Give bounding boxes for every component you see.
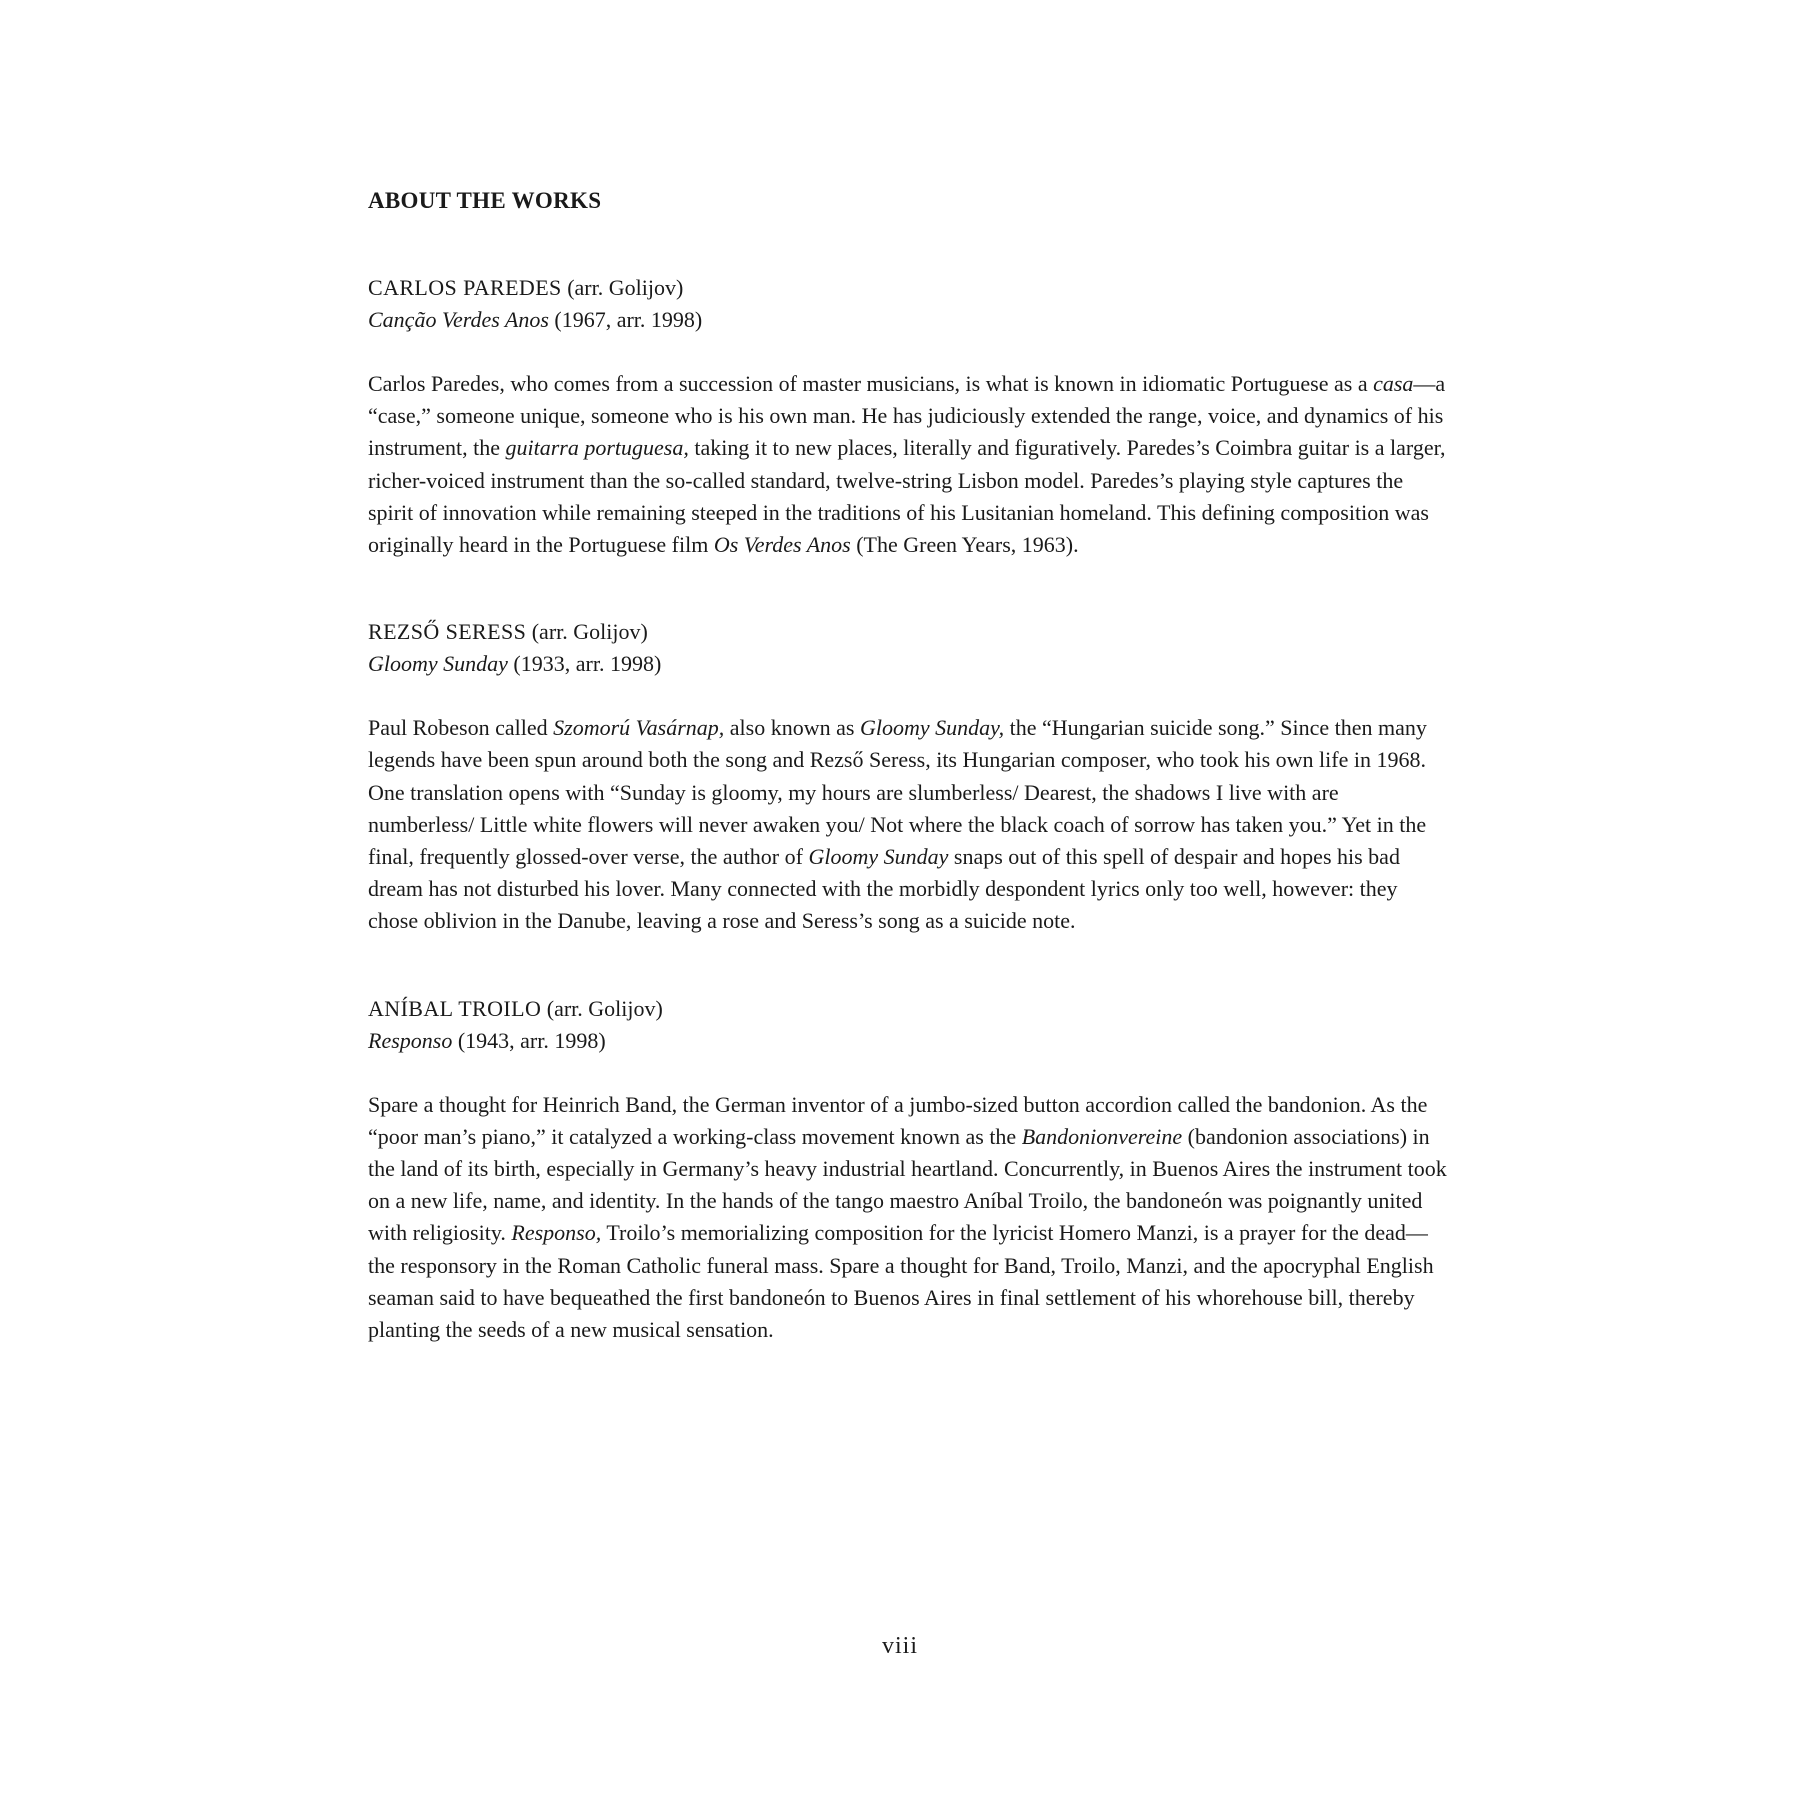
work-description: Paul Robeson called Szomorú Vasárnap, also known as Gloomy Sunday, the “Hungarian suicide song.” Since then many legends have been spun around both the song and Rezső Seress, its Hungarian composer, who took his own life in 1968. One translation opens with “Sunday is gloomy, my hours are slumberless/ Dearest, the shadows I live with are numberless/ Little white flowers will never awaken you/ Not where the black coach of sorrow has taken you.” Yet in the final, frequently glossed-over verse, the author of Gloomy Sunday snaps out of this spell of despair and hopes his bad dream has not disturbed his lover. Many connected with the morbidly despondent lyrics only too well, however: they chose oblivion in the Danube, leaving a rose and Seress’s song as a suicide note. xyxy=(368,715,1427,934)
arranger-note: (arr. Golijov) xyxy=(531,619,648,645)
work-dates: (1967, arr. 1998) xyxy=(554,307,703,332)
arranger-note: (arr. Golijov) xyxy=(546,995,663,1021)
composer-name: REZSŐ SERESS xyxy=(368,619,527,645)
work-entry-2 xyxy=(368,616,1448,937)
work-entry-3 xyxy=(368,993,1448,1347)
composer-line xyxy=(368,272,1448,304)
work-dates: (1943, arr. 1998) xyxy=(457,1027,606,1053)
italic-phrase: guitarra portuguesa, xyxy=(505,435,689,461)
italic-phrase: casa xyxy=(1373,371,1414,396)
italic-phrase: Szomorú Vasárnap, xyxy=(553,715,725,741)
work-title-line xyxy=(368,304,1448,336)
composer-line xyxy=(368,993,1448,1025)
composer-name: ANÍBAL TROILO xyxy=(368,995,542,1021)
italic-phrase: Responso, xyxy=(511,1220,602,1246)
italic-phrase: Gloomy Sunday, xyxy=(859,715,1005,741)
italic-phrase: Gloomy Sunday xyxy=(808,844,949,870)
work-title: Gloomy Sunday xyxy=(368,651,508,677)
italic-phrase: Bandonionvereine xyxy=(1021,1123,1183,1149)
composer-name: CARLOS PAREDES xyxy=(368,275,562,300)
work-description: Spare a thought for Heinrich Band, the German inventor of a jumbo-sized button accordion called the bandonion. As the “poor man’s piano,” it catalyzed a working-class movement known as the Bandonionvereine (bandonion associations) in the land of its birth, especially in Germany’s heavy industrial heartland. Concurrently, in Buenos Aires the instrument took on a new life, name, and identity. In the hands of the tango maestro Aníbal Troilo, the bandoneón was poignantly united with religiosity. Responso, Troilo’s memorializing composition for the lyricist Homero Manzi, is a prayer for the dead—the responsory in the Roman Catholic funeral mass. Spare a thought for Band, Troilo, Manzi, and the apocryphal English seaman said to have bequeathed the first bandoneón to Buenos Aires in final settlement of his whorehouse bill, thereby planting the seeds of a new musical sensation. xyxy=(368,1091,1447,1343)
page-content xyxy=(368,185,1448,1368)
work-dates: (1933, arr. 1998) xyxy=(513,651,662,677)
arranger-note: (arr. Golijov) xyxy=(567,275,684,300)
work-title-line xyxy=(368,648,1448,680)
section-heading: ABOUT THE WORKS xyxy=(368,188,602,213)
work-title: Responso xyxy=(368,1027,453,1053)
page-number: viii xyxy=(881,1633,918,1659)
italic-phrase: Os Verdes Anos xyxy=(713,532,851,558)
work-description: Carlos Paredes, who comes from a succession of master musicians, is what is known in idiomatic Portuguese as a casa—a “case,” someone unique, someone who is his own man. He has judiciously extended the range, voice, and dynamics of his instrument, the guitarra portuguesa, taking it to new places, literally and figuratively. Paredes’s Coimbra guitar is a larger, richer-voiced instrument than the so-called standard, twelve-string Lisbon model. Paredes’s playing style captures the spirit of innovation while remaining steeped in the traditions of his Lusitanian homeland. This defining composition was originally heard in the Portuguese film Os Verdes Anos (The Green Years, 1963). xyxy=(368,371,1446,558)
work-title-line xyxy=(368,1025,1448,1057)
work-entry-1 xyxy=(368,272,1448,561)
composer-line xyxy=(368,616,1448,648)
work-title: Canção Verdes Anos xyxy=(368,307,549,332)
